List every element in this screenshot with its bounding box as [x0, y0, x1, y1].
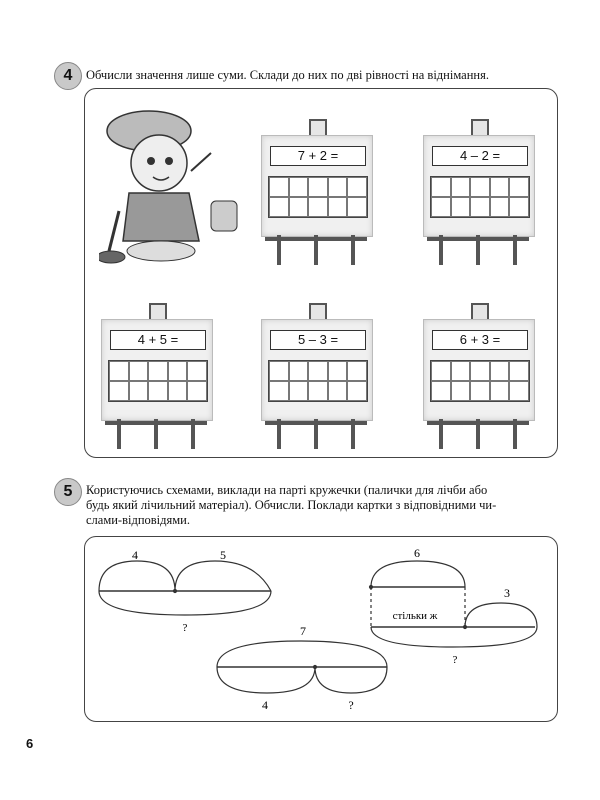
task-4-number: 4 — [54, 62, 82, 90]
easel-5 — [423, 299, 533, 459]
easel-leg — [513, 419, 517, 449]
scheme-1 — [99, 561, 271, 615]
scheme-2-total-value: 7 — [300, 624, 306, 638]
easel-leg — [277, 419, 281, 449]
task-5-text — [86, 483, 566, 528]
easel-board — [261, 135, 373, 237]
easel-4 — [261, 299, 371, 459]
scheme-2-right-value: ? — [348, 698, 354, 712]
scheme-3-right-value: 3 — [504, 586, 510, 600]
expression-box: 6 + 3 = — [432, 330, 528, 350]
easel-board — [423, 319, 535, 421]
answer-grid[interactable] — [268, 360, 368, 402]
easel-leg — [439, 419, 443, 449]
page-number: 6 — [26, 736, 34, 751]
task-4-text: Обчисли значення лише суми. Склади до них по дві рівності на віднімання. — [86, 68, 489, 82]
scheme-3 — [370, 561, 538, 647]
painter-girl-illustration — [99, 101, 249, 271]
easel-leg — [513, 235, 517, 265]
task-5-text-line-3: слами-відповідями. — [86, 513, 190, 527]
scheme-2-left-value: 4 — [262, 698, 268, 712]
easel-leg — [476, 235, 480, 265]
task-5-number: 5 — [54, 478, 82, 506]
expression-box: 5 – 3 = — [270, 330, 366, 350]
easel-leg — [117, 419, 121, 449]
easel-board — [423, 135, 535, 237]
easel-leg — [191, 419, 195, 449]
easel-leg — [351, 419, 355, 449]
easel-leg — [476, 419, 480, 449]
expression-box: 4 + 5 = — [110, 330, 206, 350]
scheme-1-right-value: 5 — [220, 548, 226, 562]
easel-leg — [314, 235, 318, 265]
expression-box: 7 + 2 = — [270, 146, 366, 166]
easel-board — [101, 319, 213, 421]
easel-1 — [261, 115, 371, 275]
schemes-diagram — [85, 537, 557, 721]
expression-box: 4 – 2 = — [432, 146, 528, 166]
easel-leg — [314, 419, 318, 449]
answer-grid[interactable] — [268, 176, 368, 218]
task-5-panel — [84, 536, 558, 722]
easel-2 — [423, 115, 533, 275]
answer-grid[interactable] — [108, 360, 208, 402]
task-5-text-line-1: Користуючись схемами, виклади на парті кружечки (палички для лічби або — [86, 483, 488, 497]
easel-board — [261, 319, 373, 421]
task-4-panel — [84, 88, 558, 458]
task-5-text-line-2: будь який лічильний матеріал). Обчисли. Поклади картки з відповідними чи- — [86, 498, 497, 512]
scheme-3-bottom-value: ? — [452, 654, 458, 666]
answer-grid[interactable] — [430, 360, 530, 402]
easel-leg — [351, 235, 355, 265]
easel-3 — [101, 299, 211, 459]
scheme-3-top-value: 6 — [414, 546, 420, 560]
easel-leg — [277, 235, 281, 265]
scheme-3-middle-label: стільки ж — [392, 610, 438, 622]
answer-grid[interactable] — [430, 176, 530, 218]
easel-leg — [154, 419, 158, 449]
easel-leg — [439, 235, 443, 265]
scheme-1-total-value: ? — [182, 622, 188, 634]
scheme-1-left-value: 4 — [132, 548, 138, 562]
scheme-2 — [217, 641, 387, 693]
